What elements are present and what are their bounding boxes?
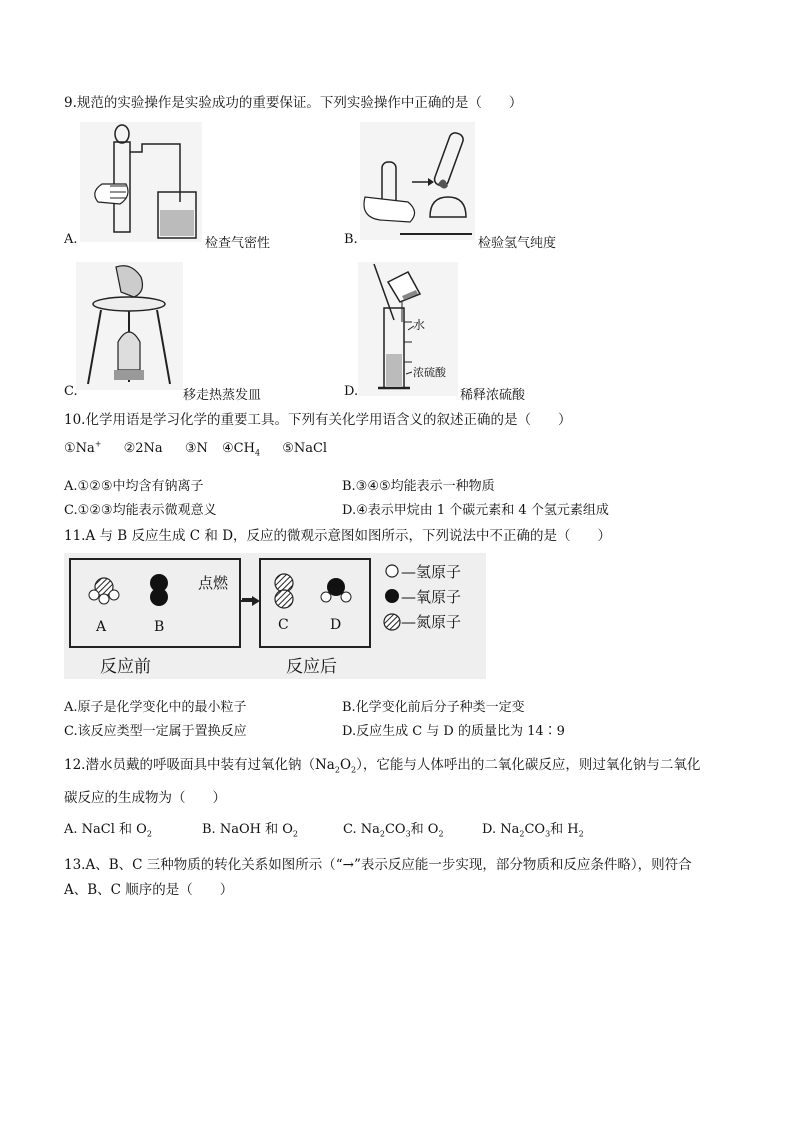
q9-option-d-caption: 稀释浓硫酸 bbox=[460, 388, 526, 403]
q9-figure-d-water-label: 水 bbox=[413, 318, 426, 332]
q10-option-d: D.④表示甲烷由 1 个碳元素和 4 个氢元素组成 bbox=[342, 503, 609, 518]
q12-option-a: A. NaCl 和 $O_2$ bbox=[64, 822, 152, 839]
q11-option-b: B.化学变化前后分子种类一定变 bbox=[342, 700, 525, 715]
q13-stem-line2: A、B、C 顺序的是（ ） bbox=[64, 882, 234, 898]
q10-symbol-4: $④CH_4$ bbox=[222, 441, 261, 458]
q9-figure-d-acid-label: 浓硫酸 bbox=[413, 366, 446, 379]
q11-label-a: A bbox=[96, 619, 107, 635]
q11-option-d: D.反应生成 C 与 D 的质量比为 14∶9 bbox=[342, 724, 565, 739]
q10-symbol-2: ②2Na bbox=[123, 441, 163, 457]
q10-option-c: C.①②③均能表示微观意义 bbox=[64, 503, 217, 518]
q12-stem-line2: 碳反应的生成物为（ ） bbox=[64, 790, 226, 806]
q9-option-c-letter: C. bbox=[64, 384, 78, 399]
q9-option-b-letter: B. bbox=[344, 232, 358, 247]
q9-option-d-letter: D. bbox=[344, 384, 359, 399]
q9-stem: 9.规范的实验操作是实验成功的重要保证。下列实验操作中正确的是（ ） bbox=[64, 95, 523, 111]
q10-symbol-1: ①Na+ bbox=[64, 440, 102, 457]
q9-option-c-caption: 移走热蒸发皿 bbox=[183, 388, 262, 403]
q12-option-d: D. $Na_2CO_3$和 $H_2$ bbox=[482, 822, 584, 839]
q9-figure-a-airtightness bbox=[80, 122, 202, 242]
q10-option-b: B.③④⑤均能表示一种物质 bbox=[342, 479, 495, 494]
q9-option-a-caption: 检查气密性 bbox=[205, 236, 271, 251]
q10-option-a: A.①②⑤中均含有钠离子 bbox=[64, 479, 204, 494]
q12-stem-line1: 12.潜水员戴的呼吸面具中装有过氧化钠$(Na_2O_2)$，它能与人体呼出的二氧化碳反应，则过氧化钠与二氧化 bbox=[64, 757, 701, 775]
q11-label-d: D bbox=[330, 617, 342, 633]
q11-legend-nitrogen: —氮原子 bbox=[401, 613, 462, 631]
q11-before-label: 反应前 bbox=[100, 657, 151, 677]
q13-stem-line1: 13.A、B、C 三种物质的转化关系如图所示（“→”表示反应能一步实现，部分物质和反应条件略），则符合 bbox=[64, 857, 692, 873]
q12-option-b: B. NaOH 和 $O_2$ bbox=[202, 822, 298, 839]
q9-option-a-letter: A. bbox=[64, 232, 78, 247]
q11-after-label: 反应后 bbox=[286, 657, 337, 677]
q11-label-c: C bbox=[278, 617, 289, 633]
q10-symbol-3: ③N bbox=[184, 441, 208, 457]
q11-option-c: C.该反应类型一定属于置换反应 bbox=[64, 724, 247, 739]
q11-option-a: A.原子是化学变化中的最小粒子 bbox=[64, 700, 247, 715]
q9-figure-c-evaporating-dish bbox=[76, 262, 183, 390]
q11-arrow-label: 点燃 bbox=[198, 574, 229, 592]
q11-label-b: B bbox=[154, 619, 165, 635]
q10-symbol-5: ⑤NaCl bbox=[282, 441, 328, 457]
q9-figure-b-hydrogen-purity bbox=[360, 122, 475, 240]
q12-option-c: C. $Na_2CO_3$和 $O_2$ bbox=[343, 822, 444, 839]
q11-legend-oxygen: —氧原子 bbox=[401, 588, 462, 606]
q9-option-b-caption: 检验氢气纯度 bbox=[478, 236, 557, 251]
q10-symbols-row bbox=[64, 440, 327, 458]
q10-stem: 10.化学用语是学习化学的重要工具。下列有关化学用语含义的叙述正确的是（ ） bbox=[64, 412, 572, 428]
q11-stem: 11.A 与 B 反应生成 C 和 D，反应的微观示意图如图所示，下列说法中不正确的是（ ） bbox=[64, 528, 612, 544]
q11-legend-hydrogen: —氢原子 bbox=[401, 563, 462, 581]
